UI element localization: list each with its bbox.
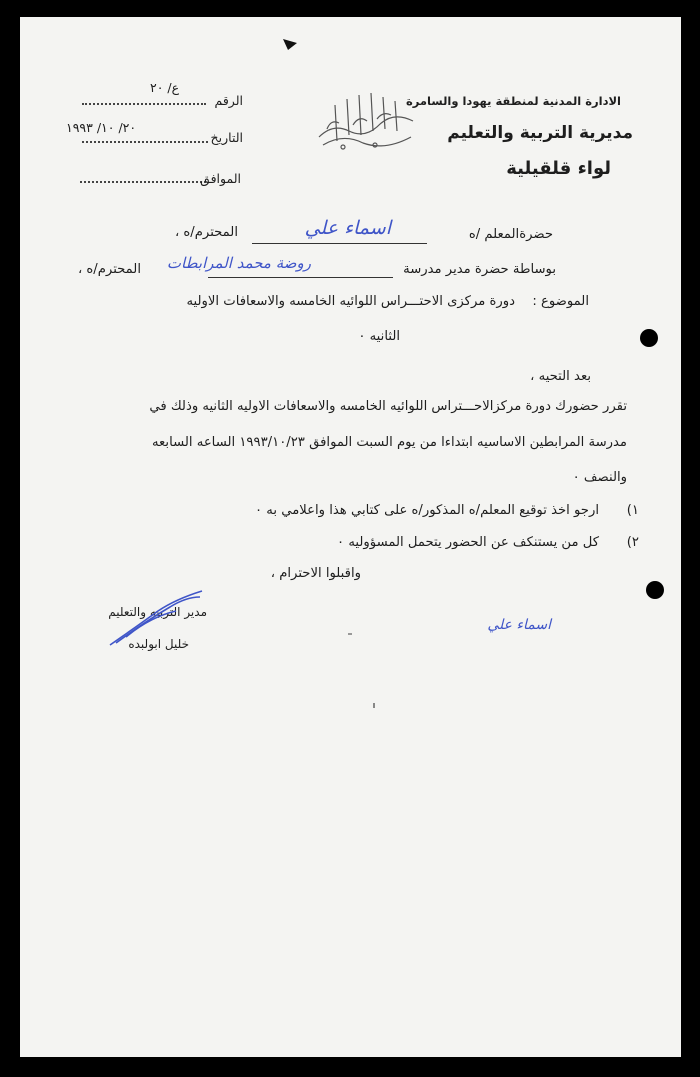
body-line-1: تقرر حضورك دورة مركزالاحـــتراس اللوائيه الخامسه والاسعافات الاوليه الثانيه وذلك في <box>149 399 627 414</box>
item-text: ارجو اخذ توقيع المعلم/ه المذكور/ه على كتابي هذا واعلامي به ٠ <box>254 503 599 518</box>
item-text: كل من يستنكف عن الحضور يتحمل المسؤوليه ٠ <box>337 535 599 550</box>
teacher-respected: المحترم/ه ، <box>174 225 238 240</box>
subject-line-1: دورة مركزى الاحتـــراس اللوائيه الخامسه والاسعافات الاوليه <box>186 294 515 309</box>
punch-hole <box>646 581 664 599</box>
director-title: مدير التربيه والتعليم <box>108 605 207 619</box>
hijri-label: الموافق <box>200 171 241 186</box>
district-name: لواء قلقيلية <box>506 158 611 179</box>
directorate-name: مديرية التربية والتعليم <box>447 123 633 143</box>
speck <box>373 703 375 708</box>
received-signature: اسماء علي <box>487 617 551 633</box>
letter-page <box>20 17 681 1057</box>
teacher-name-line <box>252 243 427 244</box>
corner-mark-icon <box>282 37 298 51</box>
hijri-dotted-line <box>80 181 206 183</box>
greeting: بعد التحيه ، <box>530 369 591 384</box>
school-name-handwritten: روضة محمد المرابطات <box>166 254 311 272</box>
teacher-prefix: حضرةالمعلم /ه <box>468 227 553 242</box>
date-value: ٢٠/ ١٠/ ١٩٩٣ <box>66 120 137 135</box>
date-dotted-line <box>82 141 208 143</box>
via-respected: المحترم/ه ، <box>77 262 141 277</box>
director-signature <box>106 587 206 649</box>
school-name-line <box>208 277 393 278</box>
date-label: التاريخ <box>210 130 243 145</box>
body-line-2: مدرسة المرابطين الاساسيه ابتداءا من يوم السبت الموافق ١٩٩٣/١٠/٢٣ الساعه السابعه <box>151 435 627 450</box>
number-dotted-line <box>82 103 206 105</box>
basmala-emblem <box>313 85 419 155</box>
body-line-3: والنصف ٠ <box>572 470 627 485</box>
director-name: خليل ابولبده <box>128 637 189 651</box>
authority-name: الادارة المدنية لمنطقة يهودا والسامرة <box>405 94 621 108</box>
via-prefix: بوساطة حضرة مدير مدرسة <box>403 262 556 277</box>
subject-label: الموضوع : <box>532 294 589 309</box>
closing: واقبلوا الاحترام ، <box>270 566 361 581</box>
number-value: ع/ ٢٠ <box>150 80 180 95</box>
speck <box>348 633 352 635</box>
teacher-name-handwritten: اسماء علي <box>304 217 391 239</box>
subject-line-2: الثانيه ٠ <box>358 329 400 344</box>
item-number: ٢) <box>626 535 639 550</box>
item-number: ١) <box>626 503 639 518</box>
number-label: الرقم <box>214 93 243 108</box>
punch-hole <box>640 329 658 347</box>
